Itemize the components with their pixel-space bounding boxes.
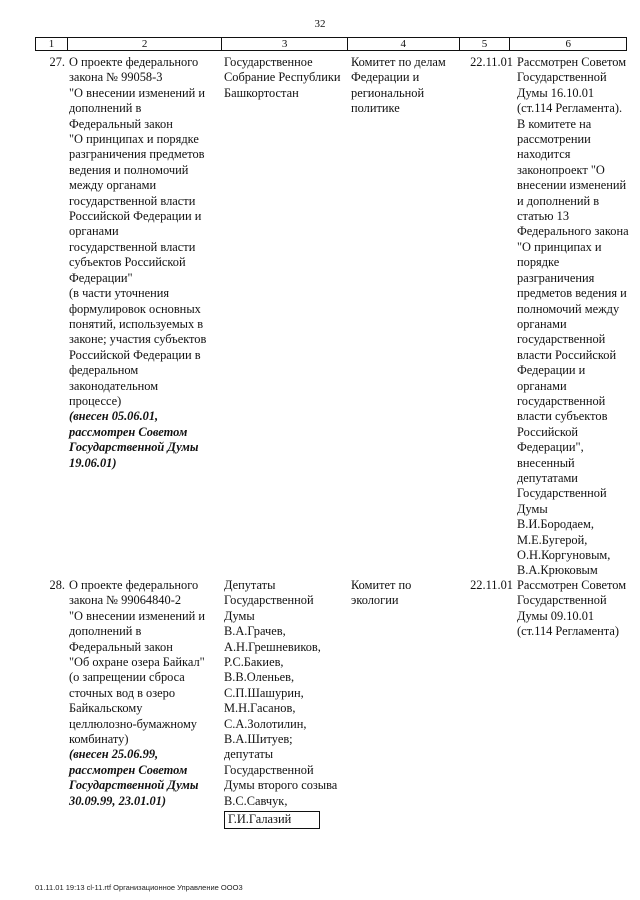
text-line: Р.С.Бакиев, xyxy=(224,655,284,670)
text-line: Российской Федерации в xyxy=(69,347,201,362)
text-line: государственной xyxy=(517,393,606,408)
text-line: разграничения xyxy=(517,270,595,285)
text-line: политике xyxy=(351,101,400,116)
text-line: региональной xyxy=(351,85,425,100)
text-line: О проекте федерального xyxy=(69,578,199,592)
text-line: Думы xyxy=(517,501,548,516)
entry-number: 28. xyxy=(49,578,65,592)
text-line: процессе) xyxy=(69,393,122,408)
text-line: законе; участия субъектов xyxy=(69,332,207,347)
text-line: "Об охране озера Байкал" xyxy=(69,655,205,670)
header-cell: 6 xyxy=(565,38,571,50)
text-line: В комитете на xyxy=(517,116,592,131)
text-line: рассмотрении xyxy=(517,132,591,147)
text-line: депутаты xyxy=(224,747,274,762)
text-line: сточных вод в озеро xyxy=(69,685,176,700)
footer: 01.11.01 19:13 cl-11.rtf Организационное Управление ООО3 xyxy=(35,883,243,892)
text-line: (ст.114 Регламента). xyxy=(517,101,623,116)
bill-title xyxy=(69,55,221,471)
text-line: Рассмотрен Советом xyxy=(517,578,627,592)
text-line: субъектов Российской xyxy=(69,255,186,270)
text-line: власти Российской xyxy=(517,347,617,362)
text-line: и дополнений в xyxy=(517,193,600,208)
text-line: Федерации", xyxy=(517,440,584,455)
text-line: Думы xyxy=(224,608,255,623)
text-line: власти субъектов xyxy=(517,409,608,424)
text-line: Федерации" xyxy=(69,270,133,285)
text-line: Государственной xyxy=(517,486,607,501)
committee xyxy=(351,55,463,117)
text-line: Комитет по xyxy=(351,578,412,592)
text-line: Думы 16.10.01 xyxy=(517,85,595,100)
text-line: (внесен 05.06.01, xyxy=(69,409,159,424)
text-line: комбинату) xyxy=(69,732,129,747)
text-line: органами xyxy=(517,316,567,331)
entry-number: 27. xyxy=(49,55,65,69)
text-line: В.А.Грачев, xyxy=(224,624,286,639)
text-line: Федерации и xyxy=(517,363,586,378)
text-line: (ст.114 Регламента) xyxy=(517,624,619,639)
text-line: Рассмотрен Советом xyxy=(517,55,627,69)
text-line: понятий, используемых в xyxy=(69,316,204,331)
text-line: С.П.Шашурин, xyxy=(224,685,304,700)
text-line: государственной власти xyxy=(69,239,196,254)
page-number: 32 xyxy=(314,18,326,30)
text-line: органами xyxy=(517,378,567,393)
text-line: Комитет по делам xyxy=(351,55,446,69)
text-line: законопроект "О xyxy=(517,162,605,177)
text-line: О проекте федерального xyxy=(69,55,199,69)
text-line: законодательном xyxy=(69,378,159,393)
text-line: М.Е.Бугерой, xyxy=(517,532,588,547)
date: 22.11.01 xyxy=(470,578,513,592)
text-line: 19.06.01) xyxy=(69,455,117,470)
text-line: Федерального закона xyxy=(517,224,629,239)
text-line: порядке xyxy=(517,255,560,270)
text-line: В.А.Крюковым xyxy=(517,563,598,578)
text-line: Федеральный закон xyxy=(69,639,173,654)
date: 22.11.01 xyxy=(470,55,513,69)
text-line: Государственной xyxy=(517,593,607,608)
text-line: "О принципах и xyxy=(517,239,602,254)
text-line: Собрание Республики xyxy=(224,70,341,85)
text-line: закона № 99064840-2 xyxy=(69,593,182,608)
text-line: рассмотрен Советом xyxy=(69,762,188,777)
text-line: экологии xyxy=(351,593,399,608)
text-line: "О внесении изменений и xyxy=(69,85,205,100)
bill-title xyxy=(69,578,221,809)
text-line: (внесен 25.06.99, xyxy=(69,747,159,762)
text-line: Байкальскому xyxy=(69,701,143,716)
text-line: (о запрещении сброса xyxy=(69,670,185,685)
text-line: рассмотрен Советом xyxy=(69,424,188,439)
text-line: статью 13 xyxy=(517,209,570,224)
text-line: между органами xyxy=(69,178,157,193)
text-line: Российской xyxy=(517,424,579,439)
committee xyxy=(351,578,463,609)
text-line: А.Н.Грешневиков, xyxy=(224,639,321,654)
text-line: органами xyxy=(69,224,119,239)
text-line: В.С.Савчук, xyxy=(224,793,288,808)
status xyxy=(517,55,627,579)
text-line: О.Н.Коргуновым, xyxy=(517,548,611,562)
bill-author xyxy=(224,578,351,829)
text-line: "О внесении изменений и xyxy=(69,608,205,623)
text-line: Государственной Думы xyxy=(69,440,199,455)
text-line: федеральном xyxy=(69,363,139,378)
text-line: "О принципах и порядке xyxy=(69,132,199,147)
boxed-author: Г.И.Галазий xyxy=(224,811,320,828)
text-line: дополнений в xyxy=(69,624,142,639)
text-line: дополнений в xyxy=(69,101,142,116)
text-line: (в части уточнения xyxy=(69,286,170,301)
text-line: В.В.Оленьев, xyxy=(224,670,295,685)
text-line: находится xyxy=(517,147,571,162)
table-header-row xyxy=(35,37,627,51)
header-cell: 2 xyxy=(68,38,222,50)
text-line: депутатами xyxy=(517,470,578,485)
header-cell: 5 xyxy=(460,38,511,50)
text-line: С.А.Золотилин, xyxy=(224,716,307,731)
text-line: Российской Федерации и xyxy=(69,209,202,224)
status xyxy=(517,578,627,640)
text-line: государственной власти xyxy=(69,193,196,208)
text-line: Федерации и xyxy=(351,70,420,85)
author-lines xyxy=(224,578,351,809)
text-line: В.А.Шитуев; xyxy=(224,732,293,747)
text-line: Думы второго созыва xyxy=(224,778,338,793)
header-cell: 4 xyxy=(348,38,460,50)
text-line: М.Н.Гасанов, xyxy=(224,701,296,716)
text-line: Башкортостан xyxy=(224,85,299,100)
text-line: Федеральный закон xyxy=(69,116,173,131)
text-line: Государственной xyxy=(517,70,607,85)
header-cell: 3 xyxy=(222,38,348,50)
text-line: Государственной xyxy=(224,762,314,777)
text-line: предметов ведения и xyxy=(517,286,627,301)
text-line: Государственной Думы xyxy=(69,778,199,793)
text-line: Государственной xyxy=(224,593,314,608)
text-line: полномочий между xyxy=(517,301,620,316)
text-line: внесении изменений xyxy=(517,178,627,193)
text-line: внесенный xyxy=(517,455,575,470)
bill-author xyxy=(224,55,351,101)
text-line: ведения и полномочий xyxy=(69,162,189,177)
text-line: Думы 09.10.01 xyxy=(517,608,595,623)
text-line: разграничения предметов xyxy=(69,147,205,162)
header-cell: 1 xyxy=(36,38,68,50)
text-line: государственной xyxy=(517,332,606,347)
text-line: целлюлозно-бумажному xyxy=(69,716,197,731)
text-line: Государственное xyxy=(224,55,313,69)
text-line: В.И.Бородаем, xyxy=(517,517,594,532)
text-line: формулировок основных xyxy=(69,301,201,316)
text-line: 30.09.99, 23.01.01) xyxy=(69,793,167,808)
text-line: закона № 99058-3 xyxy=(69,70,163,85)
text-line: Депутаты xyxy=(224,578,276,592)
